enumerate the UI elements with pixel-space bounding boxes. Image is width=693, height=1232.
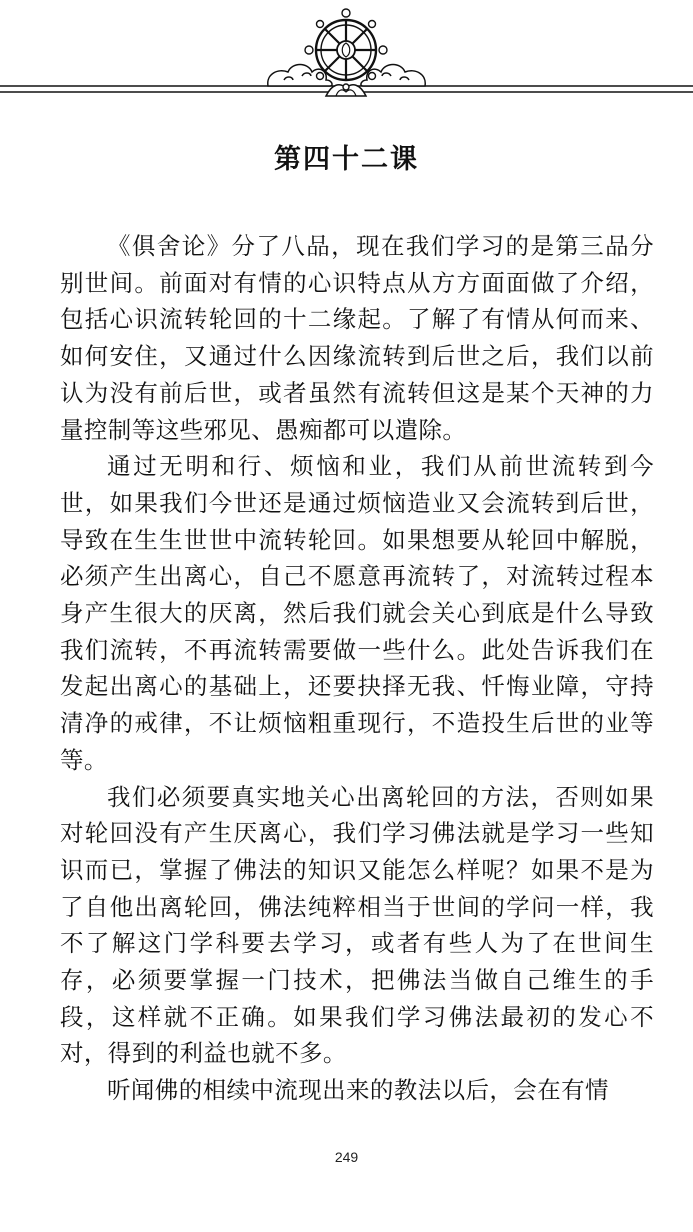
body-text (60, 228, 654, 1109)
page-number: 249 (334, 1149, 359, 1165)
paragraph: 通过无明和行、烦恼和业，我们从前世流转到今世，如果我们今世还是通过烦恼造业又会流转到后世，导致在生生世世中流转轮回。如果想要从轮回中解脱，必须产生出离心，自己不愿意再流转了，对流转过程本身产生很大的厌离，然后我们就会关心到底是什么导致我们流转，不再流转需要做一些什么。此处告诉我们在发起出离心的基础上，还要抉择无我、忏悔业障，守持清净的戒律，不让烦恼粗重现行，不造投生后世的业等等。 (60, 452, 654, 774)
paragraph: 听闻佛的相续中流现出来的教法以后，会在有情 (107, 1076, 609, 1105)
chapter-title: 第四十二课 (274, 144, 419, 175)
paragraph: 我们必须要真实地关心出离轮回的方法，否则如果对轮回没有产生厌离心，我们学习佛法就是学习一些知识而已，掌握了佛法的知识又能怎么样呢？如果不是为了自他出离轮回，佛法纯粹相当于世间的学问一样，我不了解这门学科要去学习，或者有些人为了在世间生存，必须要掌握一门技术，把佛法当做自己维生的手段，这样就不正确。如果我们学习佛法最初的发心不对，得到的利益也就不多。 (60, 782, 654, 1068)
paragraph: 《俱舍论》分了八品，现在我们学习的是第三品分别世间。前面对有情的心识特点从方方面面做了介绍，包括心识流转轮回的十二缘起。了解了有情从何而来、如何安住，又通过什么因缘流转到后世之后，我们以前认为没有前后世，或者虽然有流转但这是某个天神的力量控制等这些邪见、愚痴都可以遣除。 (60, 232, 654, 444)
header-ornament (0, 0, 693, 112)
